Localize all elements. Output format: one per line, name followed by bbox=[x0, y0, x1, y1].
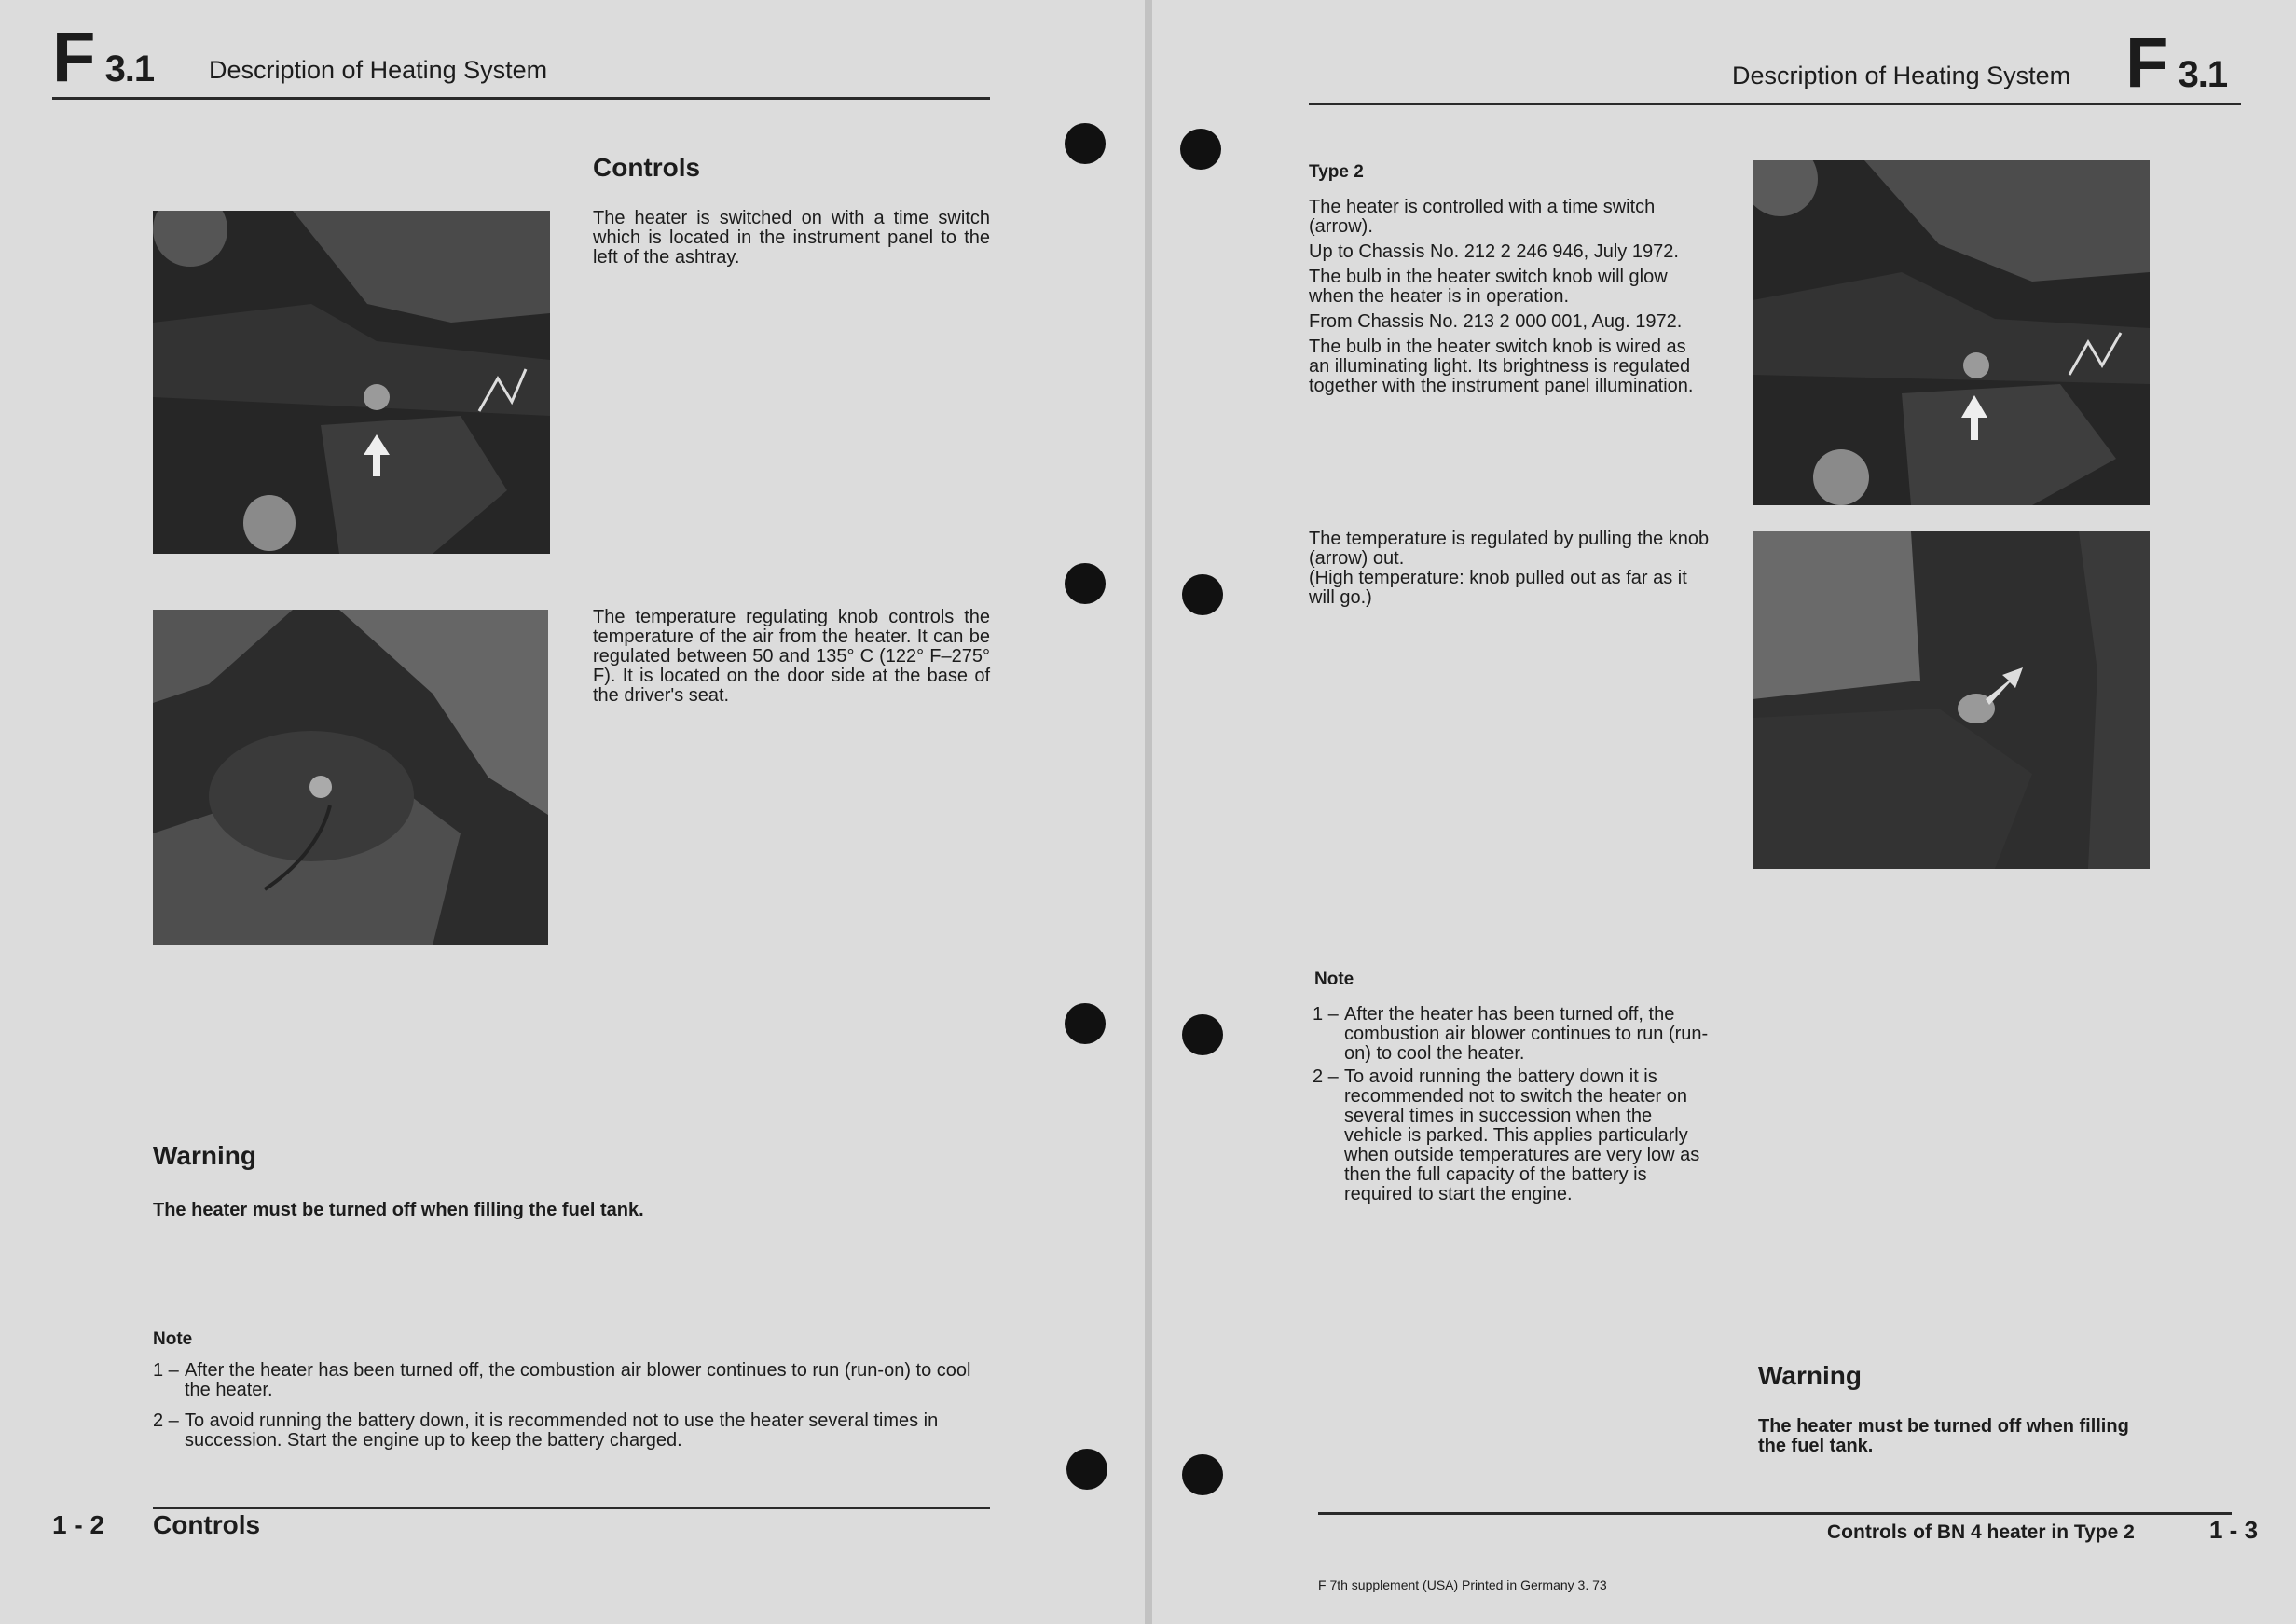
photo-temperature-knob-graphic bbox=[153, 610, 548, 945]
footer-title-left: Controls bbox=[153, 1510, 261, 1539]
header-title-left: Description of Heating System bbox=[209, 56, 548, 84]
warning-heading-left: Warning bbox=[153, 1141, 256, 1170]
binder-hole bbox=[1065, 1003, 1106, 1044]
header-rule-left bbox=[52, 97, 990, 100]
warning-text-right: The heater must be turned off when filling the fuel tank. bbox=[1758, 1416, 2129, 1456]
binder-hole bbox=[1182, 574, 1223, 615]
note-item-left-2: 2 – To avoid running the battery down, it is recommended not to use the heater several times in succession. Start the engine up to keep the battery charged. bbox=[153, 1411, 939, 1451]
controls-text: The heater is switched on with a time switch which is located in the instrument panel to the left of the ashtray. bbox=[593, 208, 990, 268]
section-number-left: F 3.1 bbox=[52, 18, 155, 97]
knob-text: The temperature regulating knob controls the temperature of the air from the heater. It can be regulated between 50 and 135° C (122° F–275° F). It is located on the door side at the base of the driver's seat. bbox=[593, 607, 990, 706]
note-item-right-1: 1 – After the heater has been turned off, the combustion air blower continues to run (run-on) to cool the heater. bbox=[1313, 1004, 1709, 1064]
note-heading-left: Note bbox=[153, 1329, 193, 1349]
note-list-left bbox=[153, 1361, 990, 1462]
binder-hole bbox=[1066, 1449, 1107, 1490]
warning-heading-right: Warning bbox=[1758, 1361, 1862, 1390]
note-item-right-2: 2 – To avoid running the battery down it is recommended not to switch the heater on several times in succession when the vehicle is parked. This applies particularly when outside temperatures are very low as then the full capacity of the battery is required to start the engine. bbox=[1313, 1067, 1700, 1204]
binder-hole bbox=[1182, 1014, 1223, 1055]
photo-time-switch-graphic bbox=[153, 211, 550, 554]
section-number-right: F 3.1 bbox=[2125, 23, 2228, 103]
binder-hole bbox=[1065, 123, 1106, 164]
imprint-line: F 7th supplement (USA) Printed in Germany 3. 73 bbox=[1318, 1577, 1607, 1592]
photo-type2-temperature-knob bbox=[1753, 531, 2150, 869]
right-page bbox=[1152, 0, 2296, 1624]
header-title-right: Description of Heating System bbox=[1732, 62, 2071, 89]
controls-heading: Controls bbox=[593, 153, 701, 182]
temperature-text: The temperature is regulated by pulling the knob (arrow) out. (High temperature: knob pulled out as far as it will go.) bbox=[1309, 529, 1710, 608]
footer-title-right: Controls of BN 4 heater in Type 2 bbox=[1827, 1521, 2135, 1543]
page-number-right: 1 - 3 bbox=[2209, 1516, 2259, 1544]
header-rule-right bbox=[1309, 103, 2241, 105]
photo-type2-temperature-knob-graphic bbox=[1753, 531, 2150, 869]
note-item-left-1: 1 – After the heater has been turned off, the combustion air blower continues to run (run-on) to cool the heater. bbox=[153, 1360, 971, 1400]
footer-rule-right bbox=[1318, 1512, 2232, 1515]
binder-hole bbox=[1180, 129, 1221, 170]
photo-temperature-knob bbox=[153, 610, 548, 945]
photo-time-switch bbox=[153, 211, 550, 554]
page-number-left: 1 - 2 bbox=[52, 1510, 105, 1539]
photo-type2-time-switch bbox=[1753, 160, 2150, 505]
warning-text-left: The heater must be turned off when filling the fuel tank. bbox=[153, 1200, 644, 1220]
page-gutter bbox=[1145, 0, 1152, 1624]
note-heading-right: Note bbox=[1314, 970, 1354, 989]
type2-heading: Type 2 bbox=[1309, 162, 1364, 182]
photo-type2-time-switch-graphic bbox=[1753, 160, 2150, 505]
type2-text: The heater is controlled with a time switch (arrow). Up to Chassis No. 212 2 246 946, July 1972. The bulb in the heater switch knob will glow when the heater is in operation. From Chassis No. 213 2 000 001, Aug. 1972. The bulb in the heater switch knob is wired as an illuminating light. Its brightness is regulated together with the instrument panel illumination. bbox=[1309, 197, 1694, 396]
footer-rule-left bbox=[153, 1507, 990, 1509]
binder-hole bbox=[1065, 563, 1106, 604]
left-page bbox=[0, 0, 1145, 1624]
note-list-right bbox=[1313, 1005, 1712, 1208]
binder-hole bbox=[1182, 1454, 1223, 1495]
